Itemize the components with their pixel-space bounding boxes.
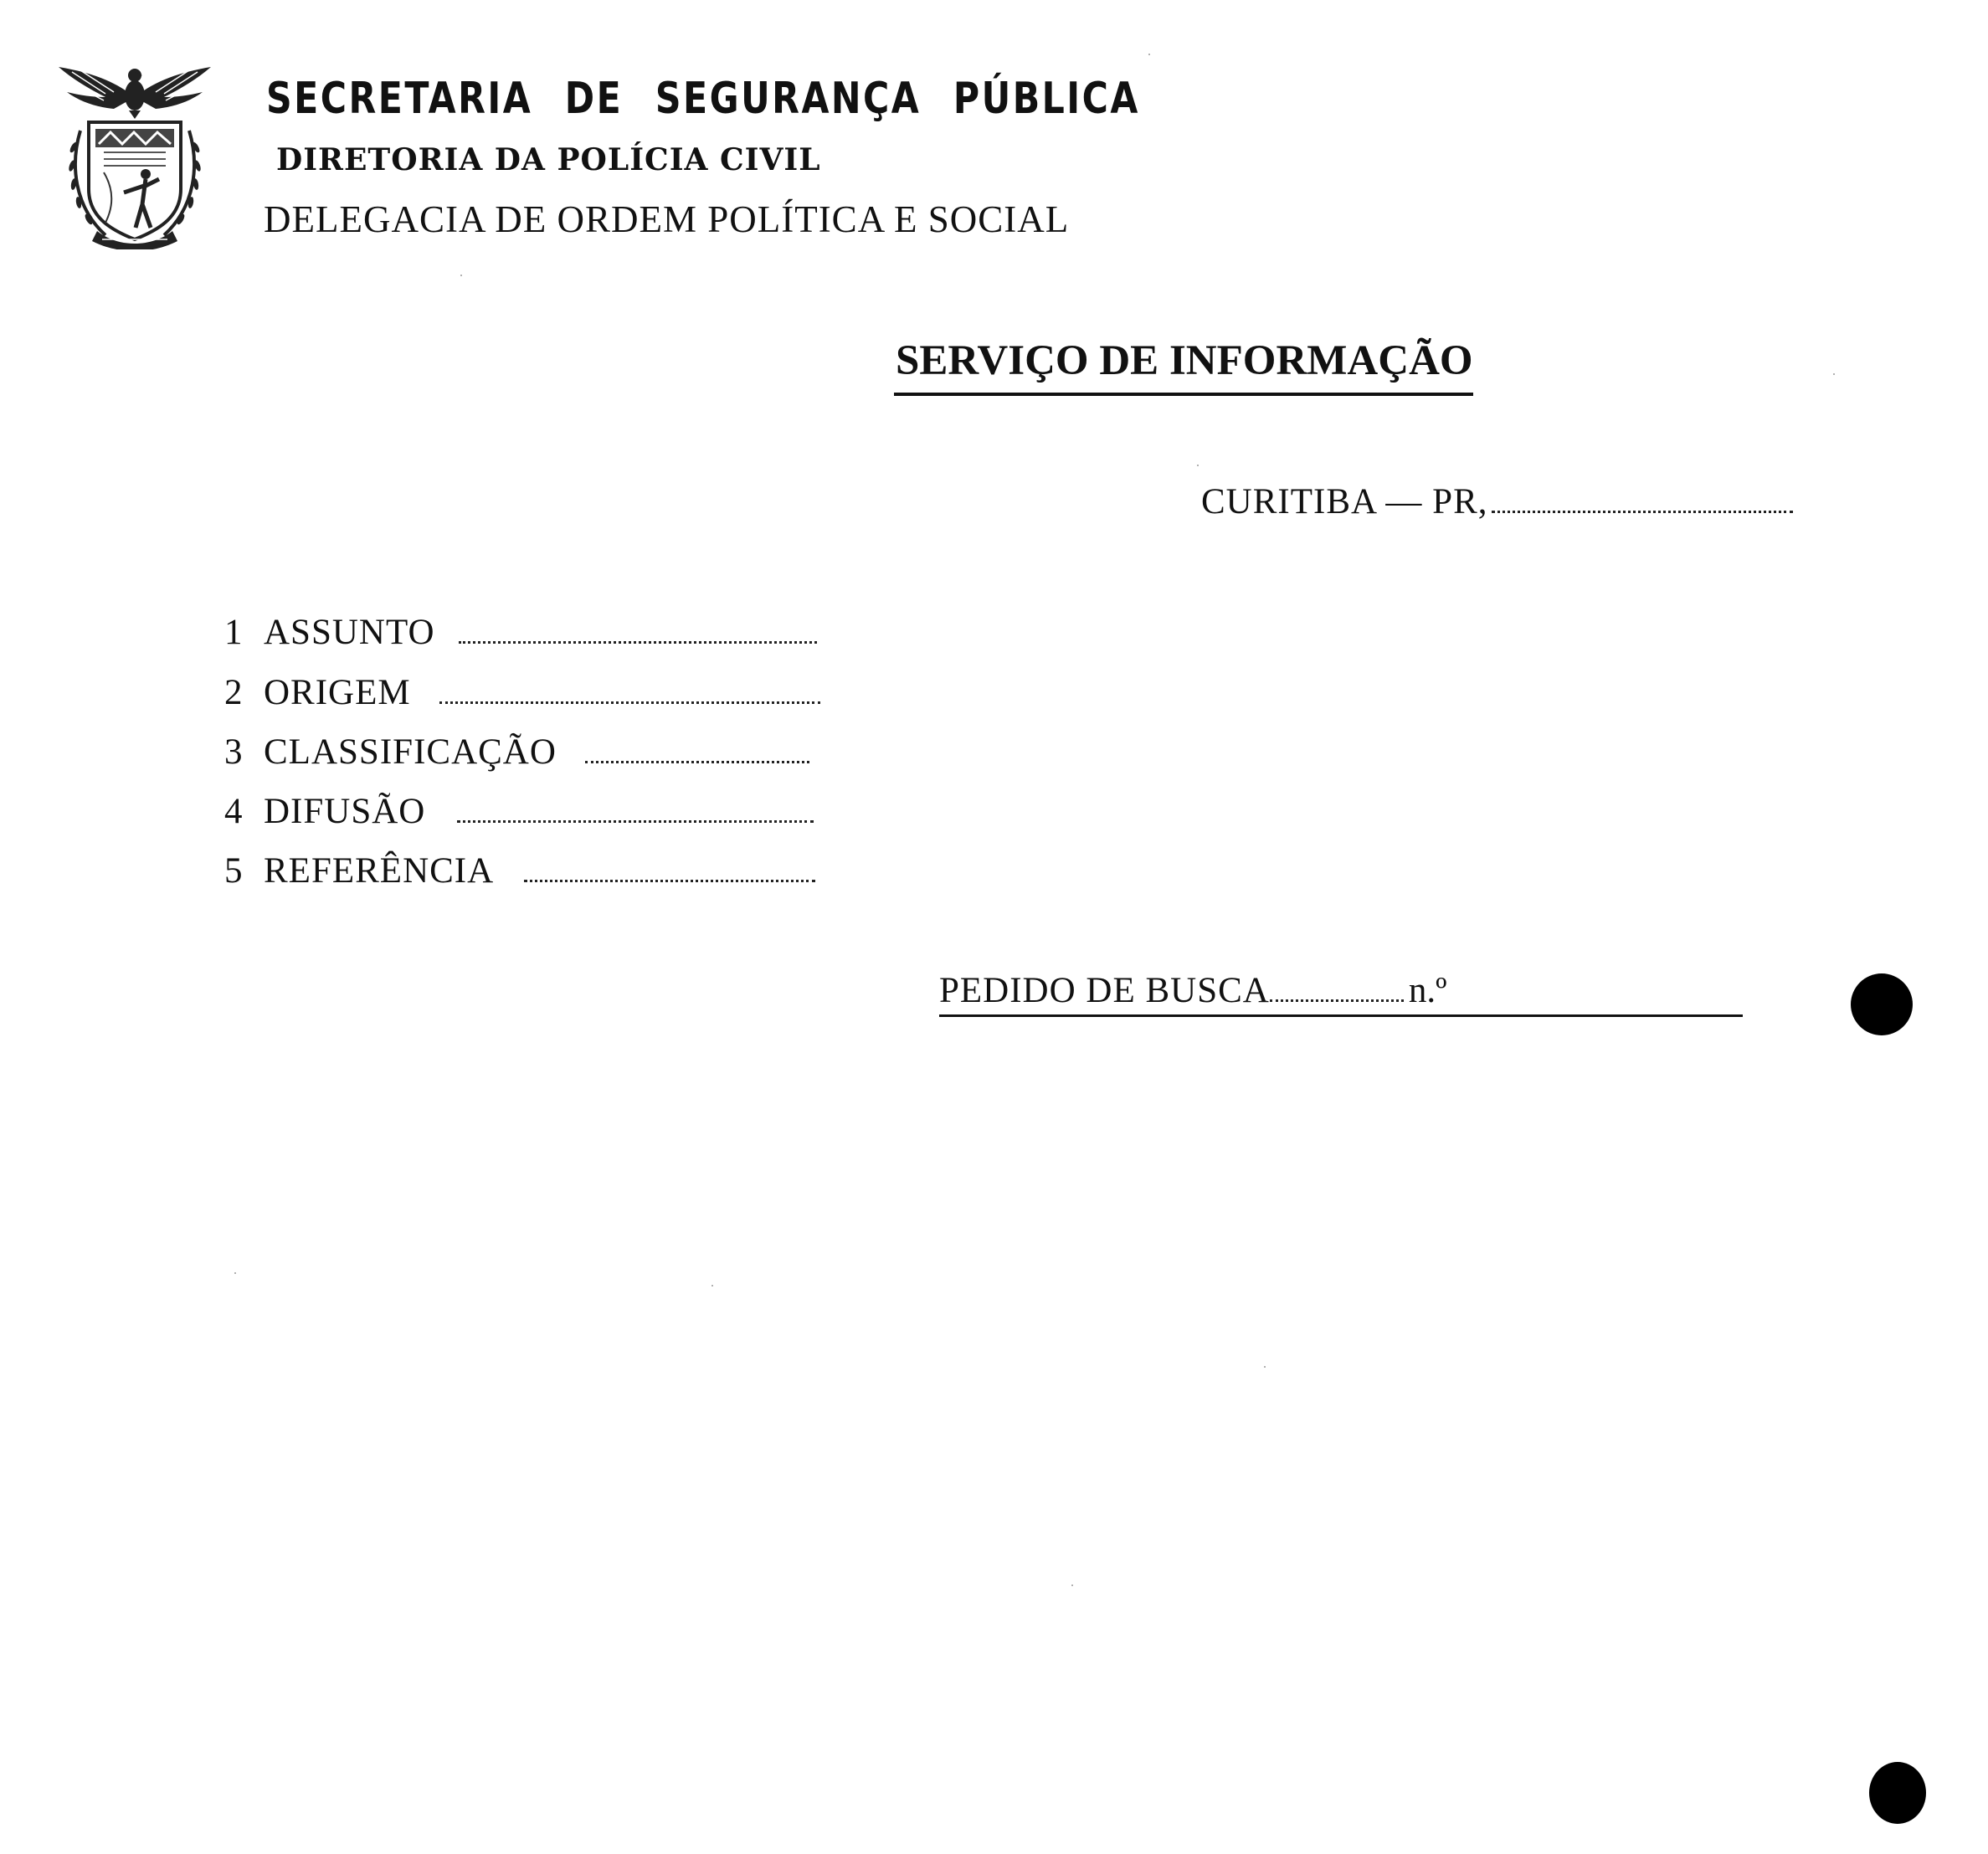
difusao-field[interactable] [457,788,814,823]
field-number: 5 [224,851,243,891]
field-label: ORIGEM [264,673,411,712]
field-label: DIFUSÃO [264,792,426,831]
classificacao-field[interactable] [585,729,809,763]
service-title-underline [894,393,1473,396]
field-number: 2 [224,673,243,712]
pedido-number-label: n.º [1408,971,1447,1010]
paper-speck [1148,54,1150,55]
pedido-underline [939,1014,1743,1017]
paper-speck [460,275,462,276]
origem-field[interactable] [439,670,820,704]
field-number: 4 [224,792,243,831]
pedido-label: PEDIDO DE BUSCA [939,971,1270,1010]
field-label: CLASSIFICAÇÃO [264,732,557,772]
field-row-origem [224,670,820,722]
field-row-referencia [224,848,815,900]
field-number: 1 [224,613,243,652]
directorate-subtitle: DIRETORIA DA POLÍCIA CIVIL [276,142,821,177]
state-coat-of-arms-seal [55,64,214,249]
pedido-number-field[interactable] [1270,969,1404,1002]
place-date-line [1201,477,1793,527]
date-field[interactable] [1492,477,1793,513]
field-label: ASSUNTO [264,613,435,652]
punch-hole [1851,973,1913,1035]
paper-speck [711,1285,713,1287]
paper-speck [1833,373,1835,375]
place-label: CURITIBA — PR, [1201,482,1488,521]
department-name: DELEGACIA DE ORDEM POLÍTICA E SOCIAL [264,198,1070,240]
paper-speck [1071,1584,1073,1586]
pedido-de-busca-line [939,969,1446,1019]
secretariat-title: SECRETARIA DE SEGURANÇA PÚBLICA [266,74,1140,124]
service-title: SERVIÇO DE INFORMAÇÃO [896,337,1473,384]
field-row-assunto [224,609,817,661]
referencia-field[interactable] [524,848,815,882]
paper-speck [1264,1366,1266,1368]
field-number: 3 [224,732,243,772]
paper-speck [234,1272,236,1274]
assunto-field[interactable] [459,609,817,644]
field-row-difusao [224,788,814,840]
field-label: REFERÊNCIA [264,851,495,891]
punch-hole [1869,1762,1926,1824]
paper-speck [1197,465,1199,466]
field-row-classificacao [224,729,809,781]
